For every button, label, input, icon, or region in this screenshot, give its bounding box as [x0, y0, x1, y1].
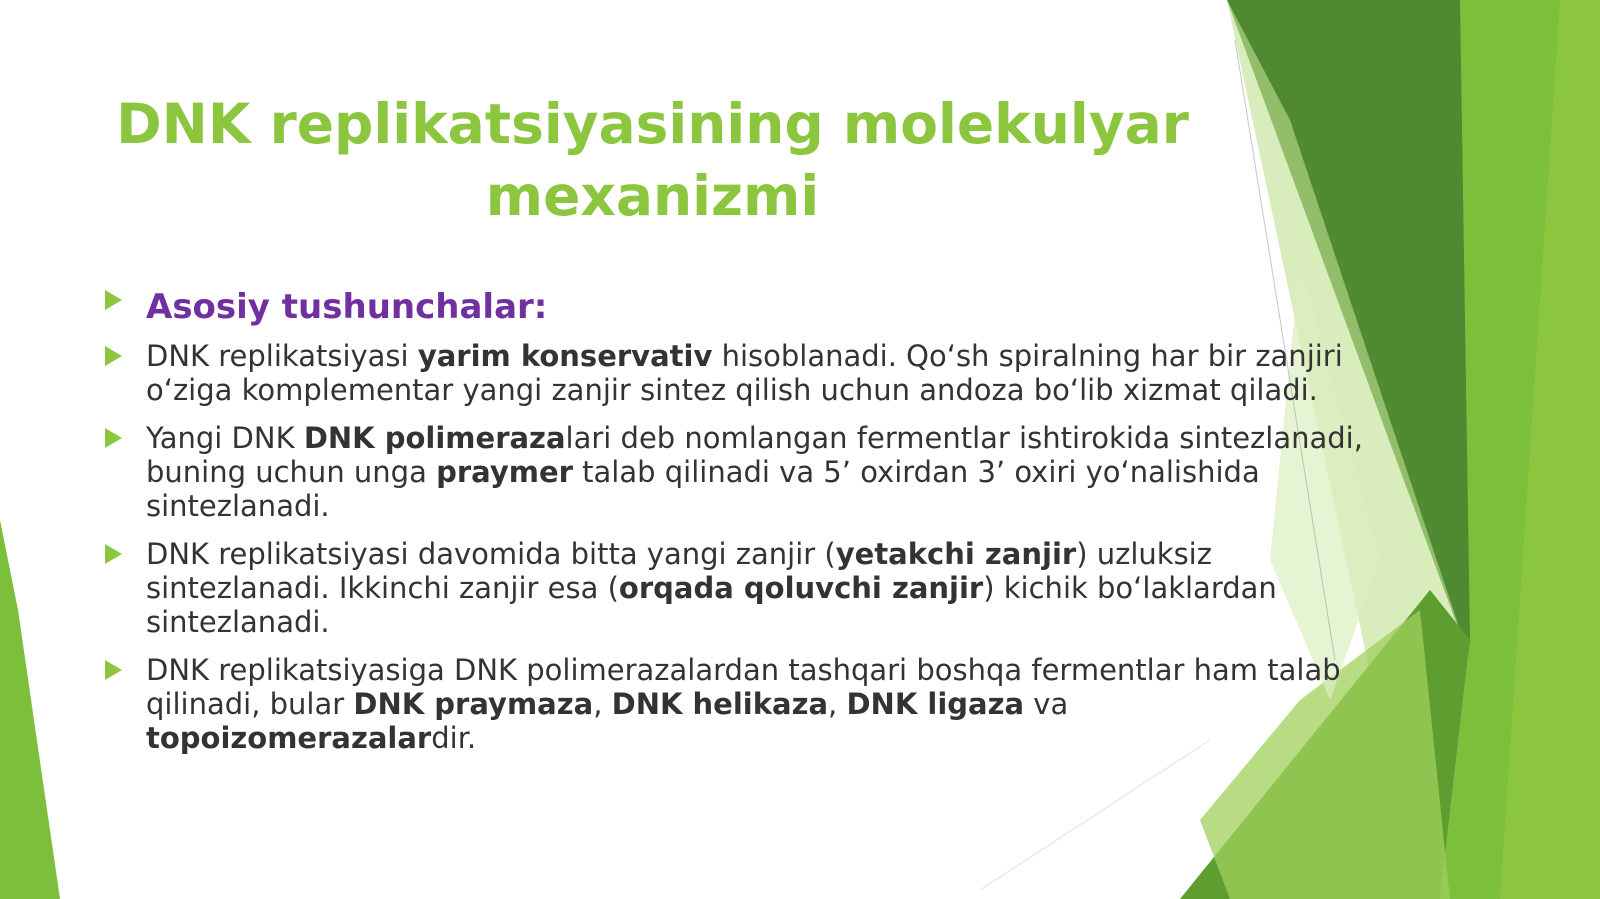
title-line-1: DNK replikatsiyasining molekulyar: [116, 92, 1189, 156]
bullet-arrow-icon: [105, 660, 122, 680]
bold-term: topoizomerazalar: [146, 721, 432, 755]
list-item-text: [146, 339, 1343, 407]
bold-term: orqada qoluvchi zanjir: [618, 571, 984, 605]
text-segment: va: [1024, 687, 1069, 721]
text-segment: lari deb nomlangan fermentlar ishtirokida sintezlanadi, buning uchun unga: [146, 421, 1363, 489]
bullet-arrow-icon: [105, 346, 122, 366]
bullet-arrow-icon: [105, 544, 122, 564]
text-segment: ,: [828, 687, 847, 721]
bold-term: DNK helikaza: [611, 687, 829, 721]
bold-term: DNK polimeraza: [303, 421, 566, 455]
list-item: [100, 653, 1400, 755]
list-heading: [100, 285, 1400, 329]
text-segment: ) kichik bo‘laklardan sintezlanadi.: [146, 571, 1277, 639]
facet-left-green: [0, 520, 60, 899]
list-item-text: [146, 537, 1277, 639]
text-segment: DNK replikatsiyasiga DNK polimerazalardan tashqari boshqa fermentlar ham talab qilinadi, bular: [146, 653, 1341, 721]
text-segment: hisoblanadi. Qo‘sh spiralning har bir zanjiri o‘ziga komplementar yangi zanjir sintez qilish uchun andoza bo‘lib xizmat qiladi.: [146, 339, 1343, 407]
text-segment: dir.: [431, 721, 477, 755]
title-line-2: mexanizmi: [485, 164, 820, 228]
text-segment: ,: [593, 687, 612, 721]
bold-term: praymer: [436, 455, 573, 489]
text-segment: DNK replikatsiyasi davomida bitta yangi zanjir (: [146, 537, 836, 571]
list-item: [100, 339, 1400, 407]
bullet-arrow-icon: [105, 428, 122, 448]
slide-title: [60, 88, 1245, 232]
bold-term: yarim konservativ: [417, 339, 713, 373]
bold-term: yetakchi zanjir: [835, 537, 1077, 571]
text-segment: Yangi DNK: [146, 421, 304, 455]
list-item: [100, 421, 1400, 523]
bullet-arrow-icon: [105, 290, 122, 310]
bold-term: DNK ligaza: [846, 687, 1025, 721]
text-segment: talab qilinadi va 5’ oxirdan 3’ oxiri yo‘nalishida sintezlanadi.: [146, 455, 1260, 523]
bullet-list: [100, 285, 1400, 769]
bold-term: DNK praymaza: [353, 687, 594, 721]
heading-text: Asosiy tushunchalar:: [146, 287, 548, 327]
text-segment: DNK replikatsiyasi: [146, 339, 418, 373]
text-segment: ) uzluksiz sintezlanadi. Ikkinchi zanjir esa (: [146, 537, 1212, 605]
list-item-text: [146, 421, 1363, 523]
list-item: [100, 537, 1400, 639]
list-item-text: [146, 653, 1341, 755]
